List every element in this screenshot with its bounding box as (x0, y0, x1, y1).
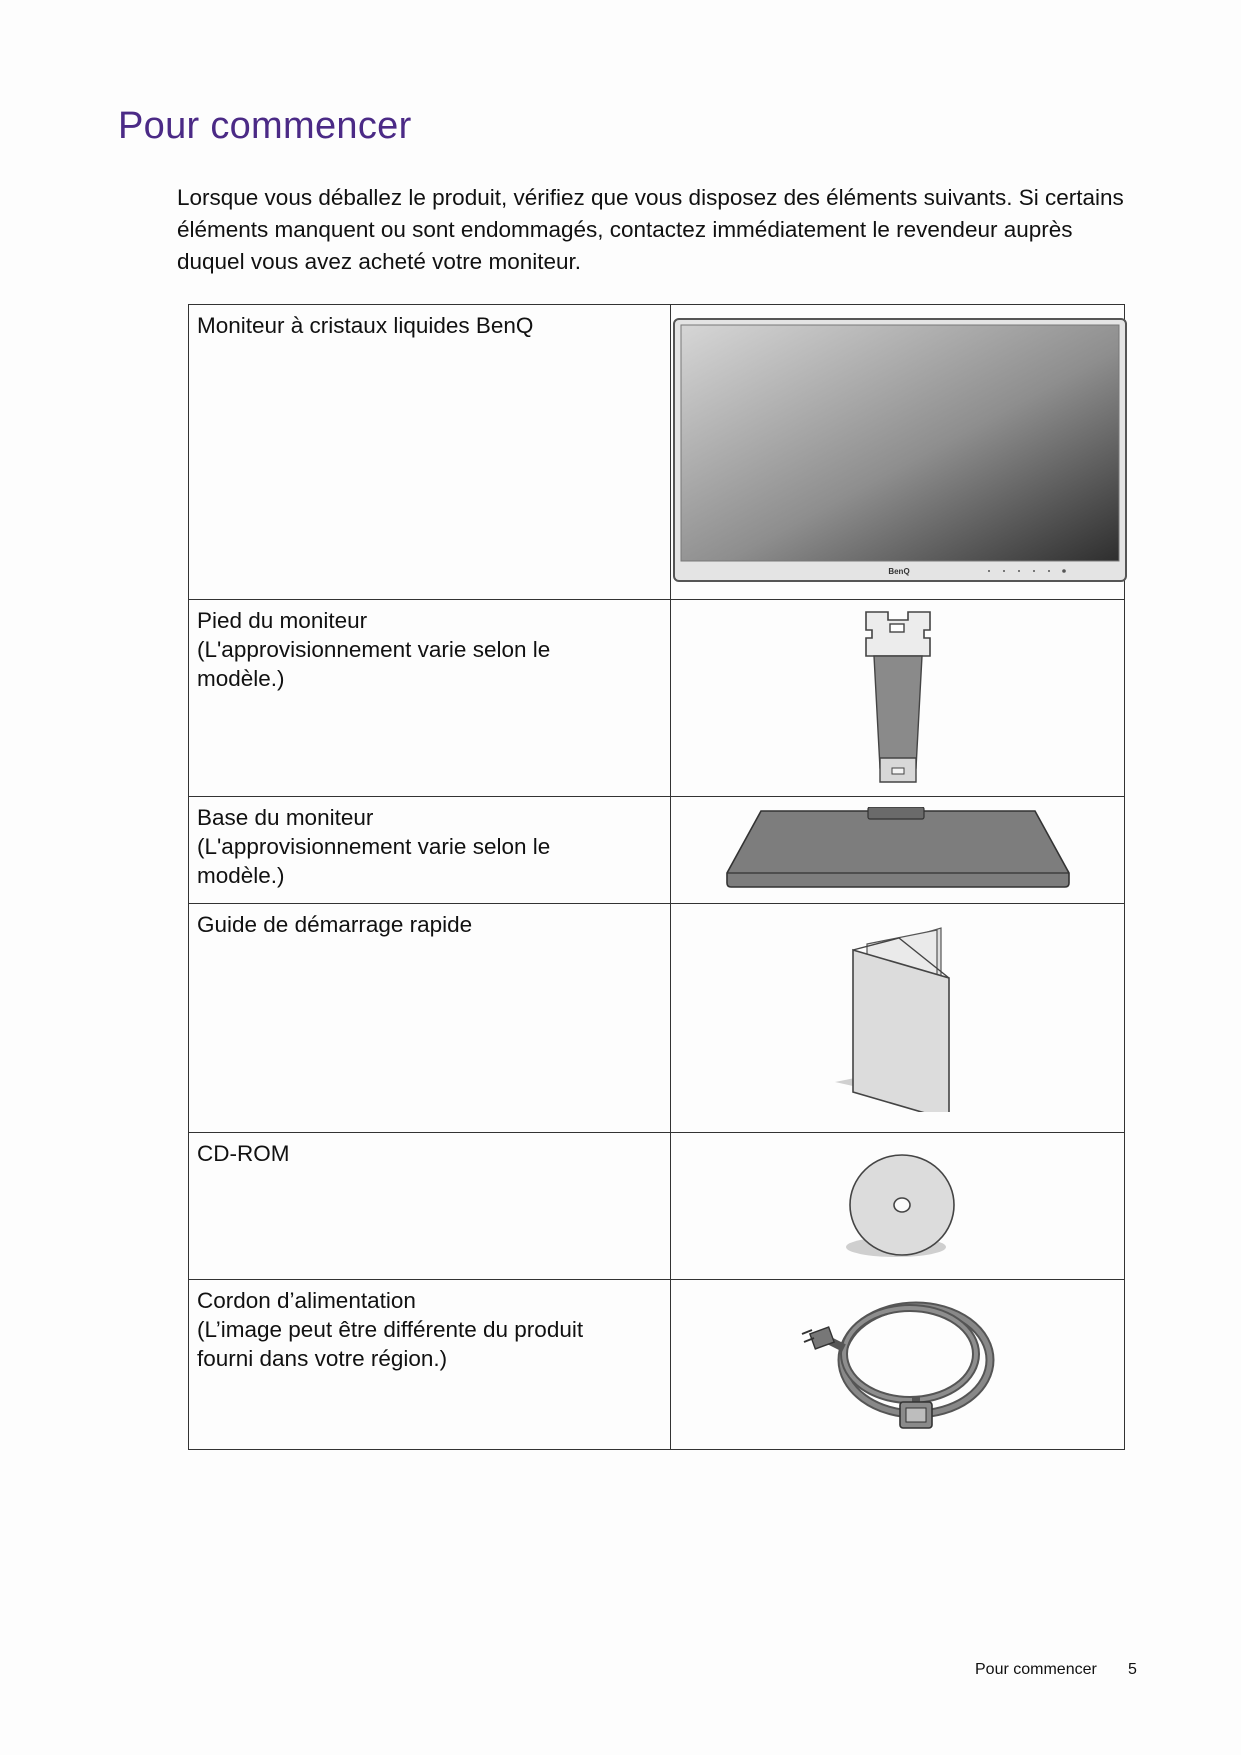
item-name: Moniteur à cristaux liquides BenQ (197, 313, 534, 338)
item-image-cell (671, 305, 1125, 600)
page-title: Pour commencer (118, 105, 412, 147)
item-name: Cordon d’alimentation (197, 1288, 416, 1313)
item-label (189, 1280, 671, 1450)
table-row (189, 1133, 1125, 1280)
table-row (189, 1280, 1125, 1450)
item-note: (L'approvisionnement varie selon le (197, 834, 551, 859)
item-image-cell (671, 904, 1125, 1133)
power-cord-illustration (798, 1288, 998, 1438)
item-name: CD-ROM (197, 1141, 290, 1166)
item-note: modèle.) (197, 666, 285, 691)
item-note: (L'approvisionnement varie selon le (197, 637, 551, 662)
item-image-cell (671, 1280, 1125, 1450)
item-label (189, 305, 671, 600)
page-number: 5 (1128, 1661, 1137, 1678)
item-name: Guide de démarrage rapide (197, 912, 473, 937)
item-note: fourni dans votre région.) (197, 1346, 448, 1371)
table-row (189, 600, 1125, 797)
monitor-stand-illustration (858, 608, 938, 786)
item-label (189, 1133, 671, 1280)
item-image-cell (671, 797, 1125, 904)
package-contents-table (188, 304, 1125, 1450)
brand-logo: BenQ (888, 567, 910, 576)
item-label (189, 600, 671, 797)
item-label (189, 904, 671, 1133)
item-name: Pied du moniteur (197, 608, 368, 633)
monitor-base-illustration (723, 807, 1073, 892)
item-label (189, 797, 671, 904)
item-note: (L’image peut être différente du produit (197, 1317, 584, 1342)
item-image-cell (671, 600, 1125, 797)
cd-rom-illustration (838, 1151, 958, 1261)
item-note: modèle.) (197, 863, 285, 888)
quick-start-guide-illustration (833, 922, 963, 1112)
footer-section-title: Pour commencer (975, 1661, 1097, 1678)
intro-paragraph: Lorsque vous déballez le produit, vérifiez que vous disposez des éléments suivants. Si certains éléments manquent ou sont endommagés, contactez immédiatement le revendeur auprès duquel vous avez acheté votre moniteur. (177, 185, 1124, 274)
lcd-monitor-illustration (671, 317, 1131, 587)
item-name: Base du moniteur (197, 805, 374, 830)
table-row (189, 797, 1125, 904)
table-row (189, 305, 1125, 600)
item-image-cell (671, 1133, 1125, 1280)
table-row (189, 904, 1125, 1133)
